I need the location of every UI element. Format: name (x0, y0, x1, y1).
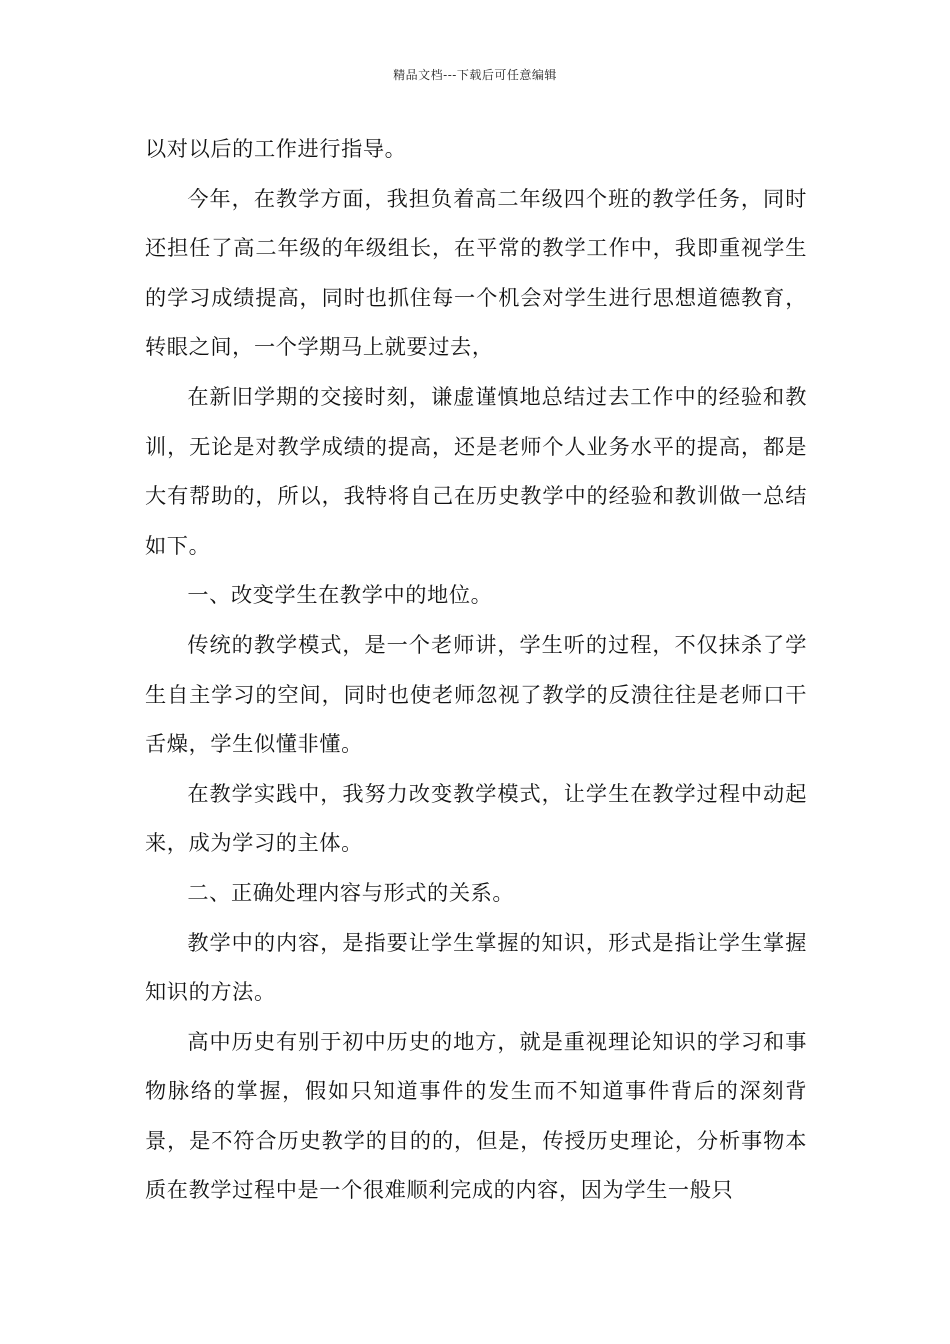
paragraph: 在新旧学期的交接时刻，谦虚谨慎地总结过去工作中的经验和教训，无论是对教学成绩的提高，还是老师个人业务水平的提高，都是大有帮助的，所以，我特将自己在历史教学中的经验和教训做一总结如下。 (145, 383, 807, 558)
paragraph: 今年，在教学方面，我担负着高二年级四个班的教学任务，同时还担任了高二年级的年级组长，在平常的教学工作中，我即重视学生的学习成绩提高，同时也抓住每一个机会对学生进行思想道德教育，转眼之间，一个学期马上就要过去， (145, 185, 807, 360)
paragraph: 教学中的内容，是指要让学生掌握的知识，形式是指让学生掌握知识的方法。 (145, 929, 807, 1005)
paragraph: 在教学实践中，我努力改变教学模式，让学生在教学过程中动起来，成为学习的主体。 (145, 780, 807, 856)
paragraph: 以对以后的工作进行指导。 (145, 136, 407, 161)
page-header: 精品文档---下载后可任意编辑 (393, 68, 557, 82)
document-body (145, 124, 807, 1215)
section-heading: 二、正确处理内容与形式的关系。 (187, 879, 515, 905)
paragraph: 传统的教学模式，是一个老师讲，学生听的过程，不仅抹杀了学生自主学习的空间，同时也使老师忽视了教学的反溃往往是老师口干舌燥，学生似懂非懂。 (145, 631, 807, 757)
paragraph: 高中历史有别于初中历史的地方，就是重视理论知识的学习和事物脉络的掌握，假如只知道事件的发生而不知道事件背后的深刻背景，是不符合历史教学的目的的，但是，传授历史理论，分析事物本质在教学过程中是一个很难顺利完成的内容，因为学生一般只 (145, 1028, 807, 1203)
section-heading: 一、改变学生在教学中的地位。 (187, 582, 493, 608)
